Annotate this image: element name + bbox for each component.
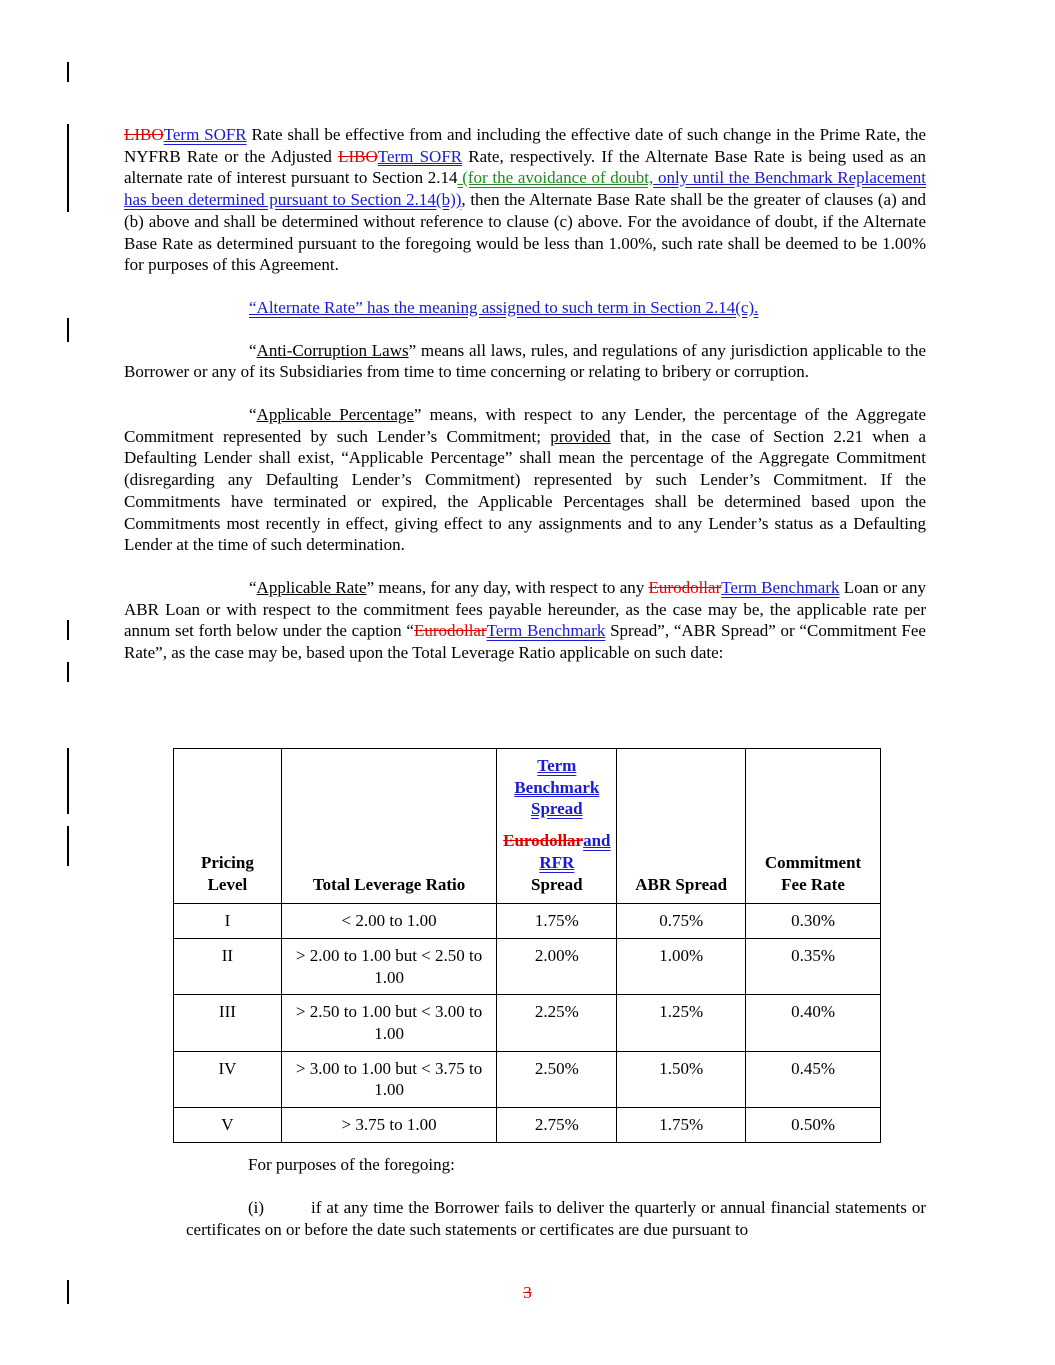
header-commitment-fee-rate: Commitment Fee Rate (746, 749, 881, 904)
clause-i (186, 1197, 926, 1240)
body-text: Loan or any ABR Loan or with respect to the commitment fees payable hereunder, as the case may be, the applicable rate per annum set forth below under the caption “ (124, 577, 926, 641)
inserted-text: Term Benchmark (721, 577, 840, 597)
cell-spread: 2.25% (497, 995, 617, 1051)
cell-fee: 0.40% (746, 995, 881, 1051)
table-row (174, 938, 881, 994)
table-row (174, 1051, 881, 1107)
alternate-base-rate-paragraph (124, 124, 926, 276)
inserted-text: only until the Benchmark Replacement has been determined pursuant to Section 2.14(b)) (124, 168, 926, 210)
pricing-grid-table (173, 748, 881, 1143)
header-abr-spread: ABR Spread (617, 749, 746, 904)
deleted-text: Eurodollar (648, 577, 722, 597)
defined-term: Applicable Rate (256, 577, 367, 597)
cell-level: III (174, 995, 282, 1051)
change-bar (67, 748, 69, 814)
page-number: 3 (523, 1283, 532, 1302)
cell-spread: 2.75% (497, 1108, 617, 1143)
cell-abr: 1.50% (617, 1051, 746, 1107)
deleted-text: LIBO (338, 146, 378, 166)
cell-ratio: < 2.00 to 1.00 (281, 904, 497, 939)
for-purposes-heading: For purposes of the foregoing: (248, 1155, 455, 1174)
change-bar (67, 662, 69, 682)
body-text: Rate, respectively. If the Alternate Base Rate is being used as an alternate rate of interest pursuant to Section 2.14 (124, 146, 927, 188)
header-spread: Term Benchmark Spread Eurodollarand RFR Spread (497, 749, 617, 904)
change-bar (67, 826, 69, 866)
cell-fee: 0.50% (746, 1108, 881, 1143)
defined-term: Applicable Percentage (256, 405, 414, 425)
inserted-text: and RFR (539, 831, 611, 872)
cell-ratio: > 2.50 to 1.00 but < 3.00 to 1.00 (281, 995, 497, 1051)
cell-abr: 0.75% (617, 904, 746, 939)
deleted-text: LIBO (124, 125, 164, 144)
applicable-rate-definition: “Applicable Rate” means, for any day, with respect to any EurodollarTerm Benchmark Loan or any ABR Loan or with respect to the commitment fees payable hereunder, as the case may be, the applicable rate per annum set forth below under the caption “EurodollarTerm Benchmark Spread”, “ABR Spread” or “Commitment Fee Rate”, as the case may be, based upon the Total Leverage Ratio applicable on such date: (124, 577, 926, 663)
applicable-percentage-definition: “Applicable Percentage” means, with respect to any Lender, the percentage of the Aggregate Commitment represented by such Lender’s Commitment; provided that, in the case of Section 2.21 when a Defaulting Lender shall exist, “Applicable Percentage” shall mean the percentage of the Aggregate Commitment (disregarding any Defaulting Lender’s Commitment) represented by such Lender’s Commitment. If the Commitments have terminated or expired, the Applicable Percentages shall be determined based upon the Commitments most recently in effect, giving effect to any assignments and to any Lender’s status as a Defaulting Lender at the time of such determination. (124, 405, 926, 555)
inserted-text: Term Benchmark (486, 621, 606, 641)
document-body (124, 124, 926, 664)
cell-abr: 1.75% (617, 1108, 746, 1143)
body-text: that, in the case of Section 2.21 when a Defaulting Lender shall exist, “Applicable Percentage” shall mean the percentage of the Aggregate Commitment (disregarding any Defaulting Lender’s Commitment) represented by such Lender’s Commitment. If the Commitments have terminated or expired, the Applicable Percentages shall be determined based upon the Commitments most recently in effect, giving effect to any assignments and to any Lender’s status as a Defaulting Lender at the time of such determination. (124, 426, 926, 555)
cell-spread: 2.50% (497, 1051, 617, 1107)
body-text: Rate shall be effective from and including the effective date of such change in the Prime Rate, the NYFRB Rate or the Adjusted (124, 125, 926, 166)
table-header-row (174, 749, 881, 904)
table-row (174, 995, 881, 1051)
deleted-text: Eurodollar (503, 831, 584, 851)
cell-abr: 1.00% (617, 938, 746, 994)
cell-fee: 0.30% (746, 904, 881, 939)
inserted-text: Term Benchmark Spread (514, 756, 600, 819)
cell-level: IV (174, 1051, 282, 1107)
cell-level: V (174, 1108, 282, 1143)
cell-spread: 1.75% (497, 904, 617, 939)
inserted-text: Term SOFR (163, 125, 247, 144)
header-pricing-level: Pricing Level (174, 749, 282, 904)
cell-fee: 0.45% (746, 1051, 881, 1107)
cell-ratio: > 2.00 to 1.00 but < 2.50 to 1.00 (281, 938, 497, 994)
table-row (174, 1108, 881, 1143)
change-bar (67, 318, 69, 342)
cell-abr: 1.25% (617, 995, 746, 1051)
cell-spread: 2.00% (497, 938, 617, 994)
cell-fee: 0.35% (746, 938, 881, 994)
body-text: Spread”, “ABR Spread” or “Commitment Fee Rate”, as the case may be, based upon the Total Leverage Ratio applicable on such date: (124, 621, 926, 663)
alternate-rate-definition (124, 297, 926, 319)
change-bar (67, 62, 69, 82)
clause-number: (i) (248, 1198, 265, 1217)
table-row (174, 904, 881, 939)
cell-ratio: > 3.75 to 1.00 (281, 1108, 497, 1143)
defined-term: Anti-Corruption Laws (256, 340, 409, 360)
anti-corruption-definition: “Anti-Corruption Laws” means all laws, rules, and regulations of any jurisdiction applicable to the Borrower or any of its Subsidiaries from time to time concerning or relating to bribery or corruption. (124, 340, 926, 382)
body-text: , then the Alternate Base Rate shall be the greater of clauses (a) and (b) above and shall be determined without reference to clause (c) above. For the avoidance of doubt, if the Alternate Base Rate as determined pursuant to the foregoing would be less than 1.00%, such rate shall be deemed to be 1.00% for purposes of this Agreement. (124, 190, 926, 275)
change-bar (67, 620, 69, 640)
inserted-text: “Alternate Rate” has the meaning assigned to such term in Section 2.14(c). (249, 297, 759, 317)
cell-ratio: > 3.00 to 1.00 but < 3.75 to 1.00 (281, 1051, 497, 1107)
cell-level: II (174, 938, 282, 994)
body-text: ” means all laws, rules, and regulations of any jurisdiction applicable to the Borrower or any of its Subsidiaries from time to time concerning or relating to bribery or corruption. (124, 340, 926, 382)
clause-text: if at any time the Borrower fails to deliver the quarterly or annual financial statements or certificates on or before the date such statements or certificates are due pursuant to (186, 1198, 926, 1239)
moved-text: (for the avoidance of doubt, (457, 168, 654, 188)
provided-term: provided (550, 426, 611, 446)
header-total-leverage-ratio: Total Leverage Ratio (281, 749, 497, 904)
change-bar (67, 124, 69, 212)
cell-level: I (174, 904, 282, 939)
body-text: ” means, with respect to any Lender, the percentage of the Aggregate Commitment represented by such Lender’s Commitment; (124, 405, 926, 446)
inserted-text: Term SOFR (377, 146, 463, 166)
body-text: ” means, for any day, with respect to any (366, 577, 649, 597)
deleted-text: Eurodollar (413, 621, 487, 641)
